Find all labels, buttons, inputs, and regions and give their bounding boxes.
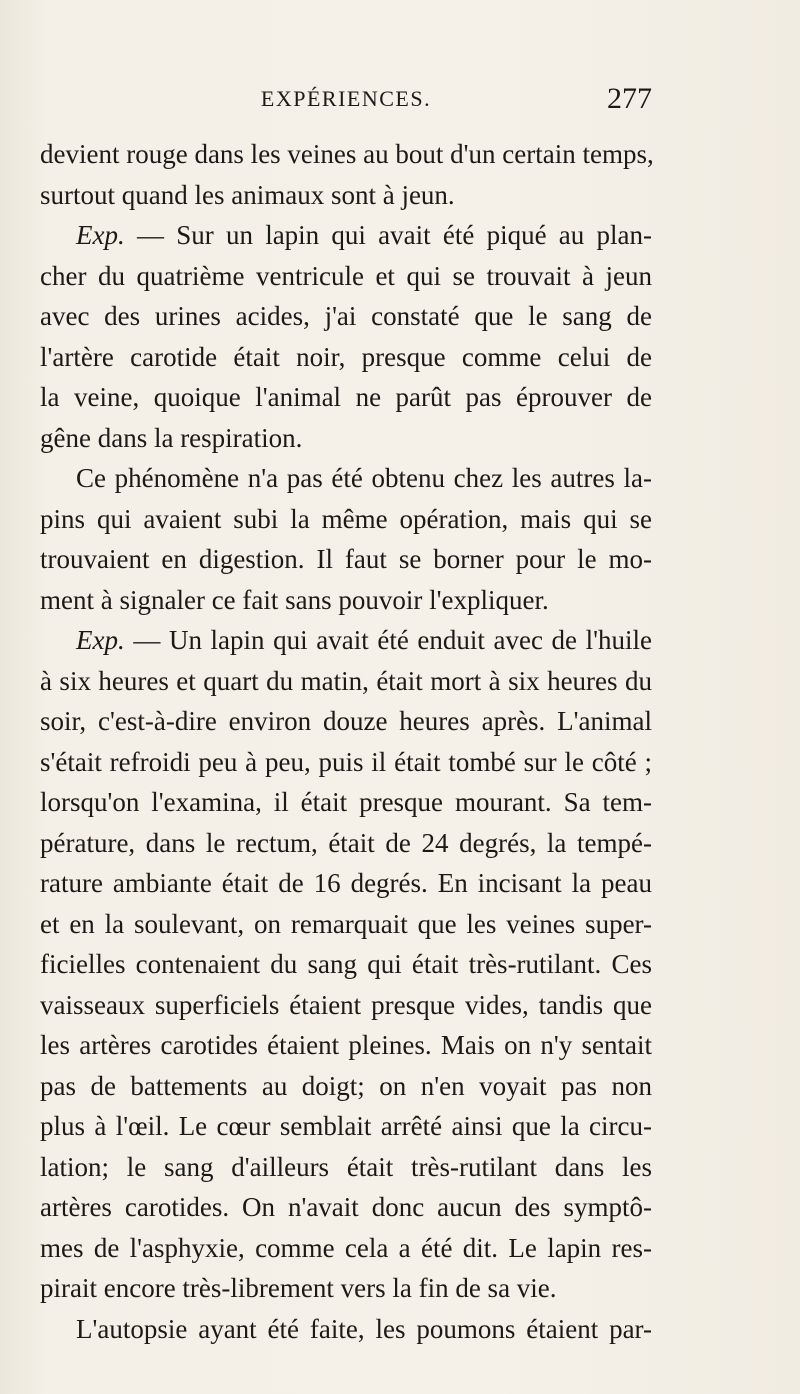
text-line: pirait encore très-librement vers la fin de sa vie. xyxy=(40,1273,557,1303)
text-line: Exp. — Sur un lapin qui avait été piqué au plan- xyxy=(76,220,652,250)
text-line: rature ambiante était de 16 degrés. En incisant la peau xyxy=(40,868,652,898)
text-line: soir, c'est-à-dire environ douze heures après. L'animal xyxy=(40,706,652,736)
text-line: artères carotides. On n'avait donc aucun des symptô- xyxy=(40,1192,652,1222)
text-line: pas de battements au doigt; on n'en voyait pas non xyxy=(40,1070,652,1101)
text-line: devient rouge dans les veines au bout d'un certain temps, xyxy=(40,139,654,169)
text-line: ficielles contenaient du sang qui était très-rutilant. Ces xyxy=(40,949,652,979)
text-line: avec des urines acides, j'ai constaté que le sang de xyxy=(40,301,652,331)
text-line: ment à signaler ce fait sans pouvoir l'expliquer. xyxy=(40,584,549,615)
text-line: Exp. — Un lapin qui avait été enduit avec de l'huile xyxy=(76,625,652,655)
text-line: gêne dans la respiration. xyxy=(40,422,303,453)
text-line: pérature, dans le rectum, était de 24 degrés, la tempé- xyxy=(40,827,652,858)
text-line: cher du quatrième ventricule et qui se trouvait à jeun xyxy=(40,260,652,291)
text-line: surtout quand les animaux sont à jeun. xyxy=(40,179,455,210)
body-text xyxy=(40,134,652,1349)
text-line: lorsqu'on l'examina, il était presque mourant. Sa tem- xyxy=(40,787,652,817)
text-line: les artères carotides étaient pleines. Mais on n'y sentait xyxy=(40,1030,652,1060)
text-line: mes de l'asphyxie, comme cela a été dit. Le lapin res- xyxy=(40,1232,652,1263)
text-line: à six heures et quart du matin, était mort à six heures du xyxy=(40,665,652,696)
text-line: l'artère carotide était noir, presque comme celui de xyxy=(40,341,652,372)
text-line: L'autopsie ayant été faite, les poumons étaient par- xyxy=(76,1313,652,1344)
page-number: 277 xyxy=(607,82,652,115)
page-header xyxy=(40,82,652,126)
text-line: pins qui avaient subi la même opération, mais qui se xyxy=(40,503,652,534)
text-line: s'était refroidi peu à peu, puis il était tombé sur le côté ; xyxy=(40,746,652,777)
text-line: Ce phénomène n'a pas été obtenu chez les autres la- xyxy=(76,463,652,493)
text-line: vaisseaux superficiels étaient presque vides, tandis que xyxy=(40,989,652,1020)
text-line: et en la soulevant, on remarquait que les veines super- xyxy=(40,908,652,939)
text-line: la veine, quoique l'animal ne parût pas éprouver de xyxy=(40,382,652,412)
running-title: EXPÉRIENCES. xyxy=(260,86,432,111)
text-line: plus à l'œil. Le cœur semblait arrêté ainsi que la circu- xyxy=(40,1111,652,1141)
exp-label: Exp. xyxy=(76,625,125,655)
text-line: trouvaient en digestion. Il faut se borner pour le mo- xyxy=(40,544,652,574)
exp-label: Exp. xyxy=(76,220,125,250)
text-line: lation; le sang d'ailleurs était très-rutilant dans les xyxy=(40,1151,652,1182)
